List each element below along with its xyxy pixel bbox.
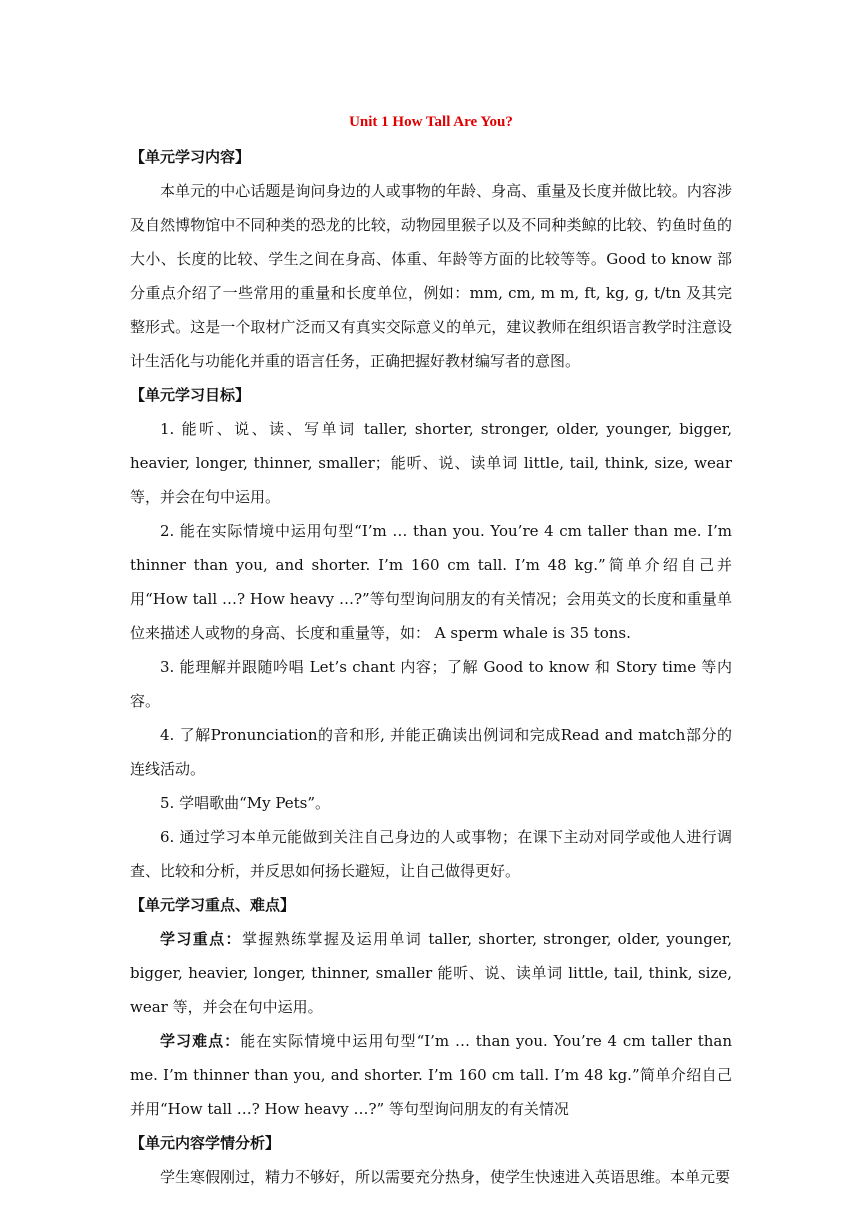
document-title: Unit 1 How Tall Are You? [349,114,513,130]
difficult-points-text: 能在实际情境中运用句型“I’m … than you. You’re 4 cm taller than me. I’m thinner than you, and shorter. I’m 160 cm tall. I’m 48 kg.”简单介绍自己并用“How tall …? How heavy …?” 等句型询问朋友的有关情况 [130,1032,732,1118]
key-points-label: 学习重点： [160,930,242,948]
section-heading-objectives: 【单元学习目标】 [130,386,251,404]
section-heading-analysis: 【单元内容学情分析】 [130,1134,281,1152]
objective-1: 1. 能听、说、读、写单词 taller, shorter, stronger, older, younger, bigger, heavier, longer, thinner, smaller；能听、说、读单词 little, tail, think, size, wear 等，并会在句中运用。 [130,420,732,506]
analysis-paragraph: 学生寒假刚过，精力不够好，所以需要充分热身，使学生快速进入英语思维。本单元要 [160,1168,731,1186]
document-page [130,108,732,1194]
objective-3: 3. 能理解并跟随吟唱 Let’s chant 内容；了解 Good to know 和 Story time 等内容。 [130,658,732,710]
content-paragraph: 本单元的中心话题是询问身边的人或事物的年龄、身高、重量及长度并做比较。内容涉及自然博物馆中不同种类的恐龙的比较，动物园里猴子以及不同种类鲸的比较、钓鱼时鱼的大小、长度的比较、学生之间在身高、体重、年龄等方面的比较等等。Good to know 部分重点介绍了一些常用的重量和长度单位，例如：mm, cm, m m, ft, kg, g, t/tn 及其完整形式。这是一个取材广泛而又有真实交际意义的单元，建议教师在组织语言教学时注意设计生活化与功能化并重的语言任务，正确把握好教材编写者的意图。 [130,182,732,370]
objective-5: 5. 学唱歌曲“My Pets”。 [160,794,331,812]
difficult-points-paragraph [130,1024,732,1126]
difficult-points-label: 学习难点： [160,1032,241,1050]
objective-6: 6. 通过学习本单元能做到关注自己身边的人或事物；在课下主动对同学或他人进行调查、比较和分析，并反思如何扬长避短，让自己做得更好。 [130,828,732,880]
section-heading-content: 【单元学习内容】 [130,148,251,166]
objective-2: 2. 能在实际情境中运用句型“I’m … than you. You’re 4 cm taller than me. I’m thinner than you, and shorter. I’m 160 cm tall. I’m 48 kg.”简单介绍自己并用“How tall …? How heavy …?”等句型询问朋友的有关情况；会用英文的长度和重量单位来描述人或物的身高、长度和重量等，如： A sperm whale is 35 tons. [130,522,732,642]
key-points-paragraph [130,922,732,1024]
section-heading-key-points: 【单元学习重点、难点】 [130,896,296,914]
key-points-text: 掌握熟练掌握及运用单词 taller, shorter, stronger, older, younger, bigger, heavier, longer, thinner, smaller 能听、说、读单词 little, tail, think, size, wear 等，并会在句中运用。 [130,930,732,1016]
objective-4: 4. 了解Pronunciation的音和形, 并能正确读出例词和完成Read and match部分的连线活动。 [130,726,732,778]
